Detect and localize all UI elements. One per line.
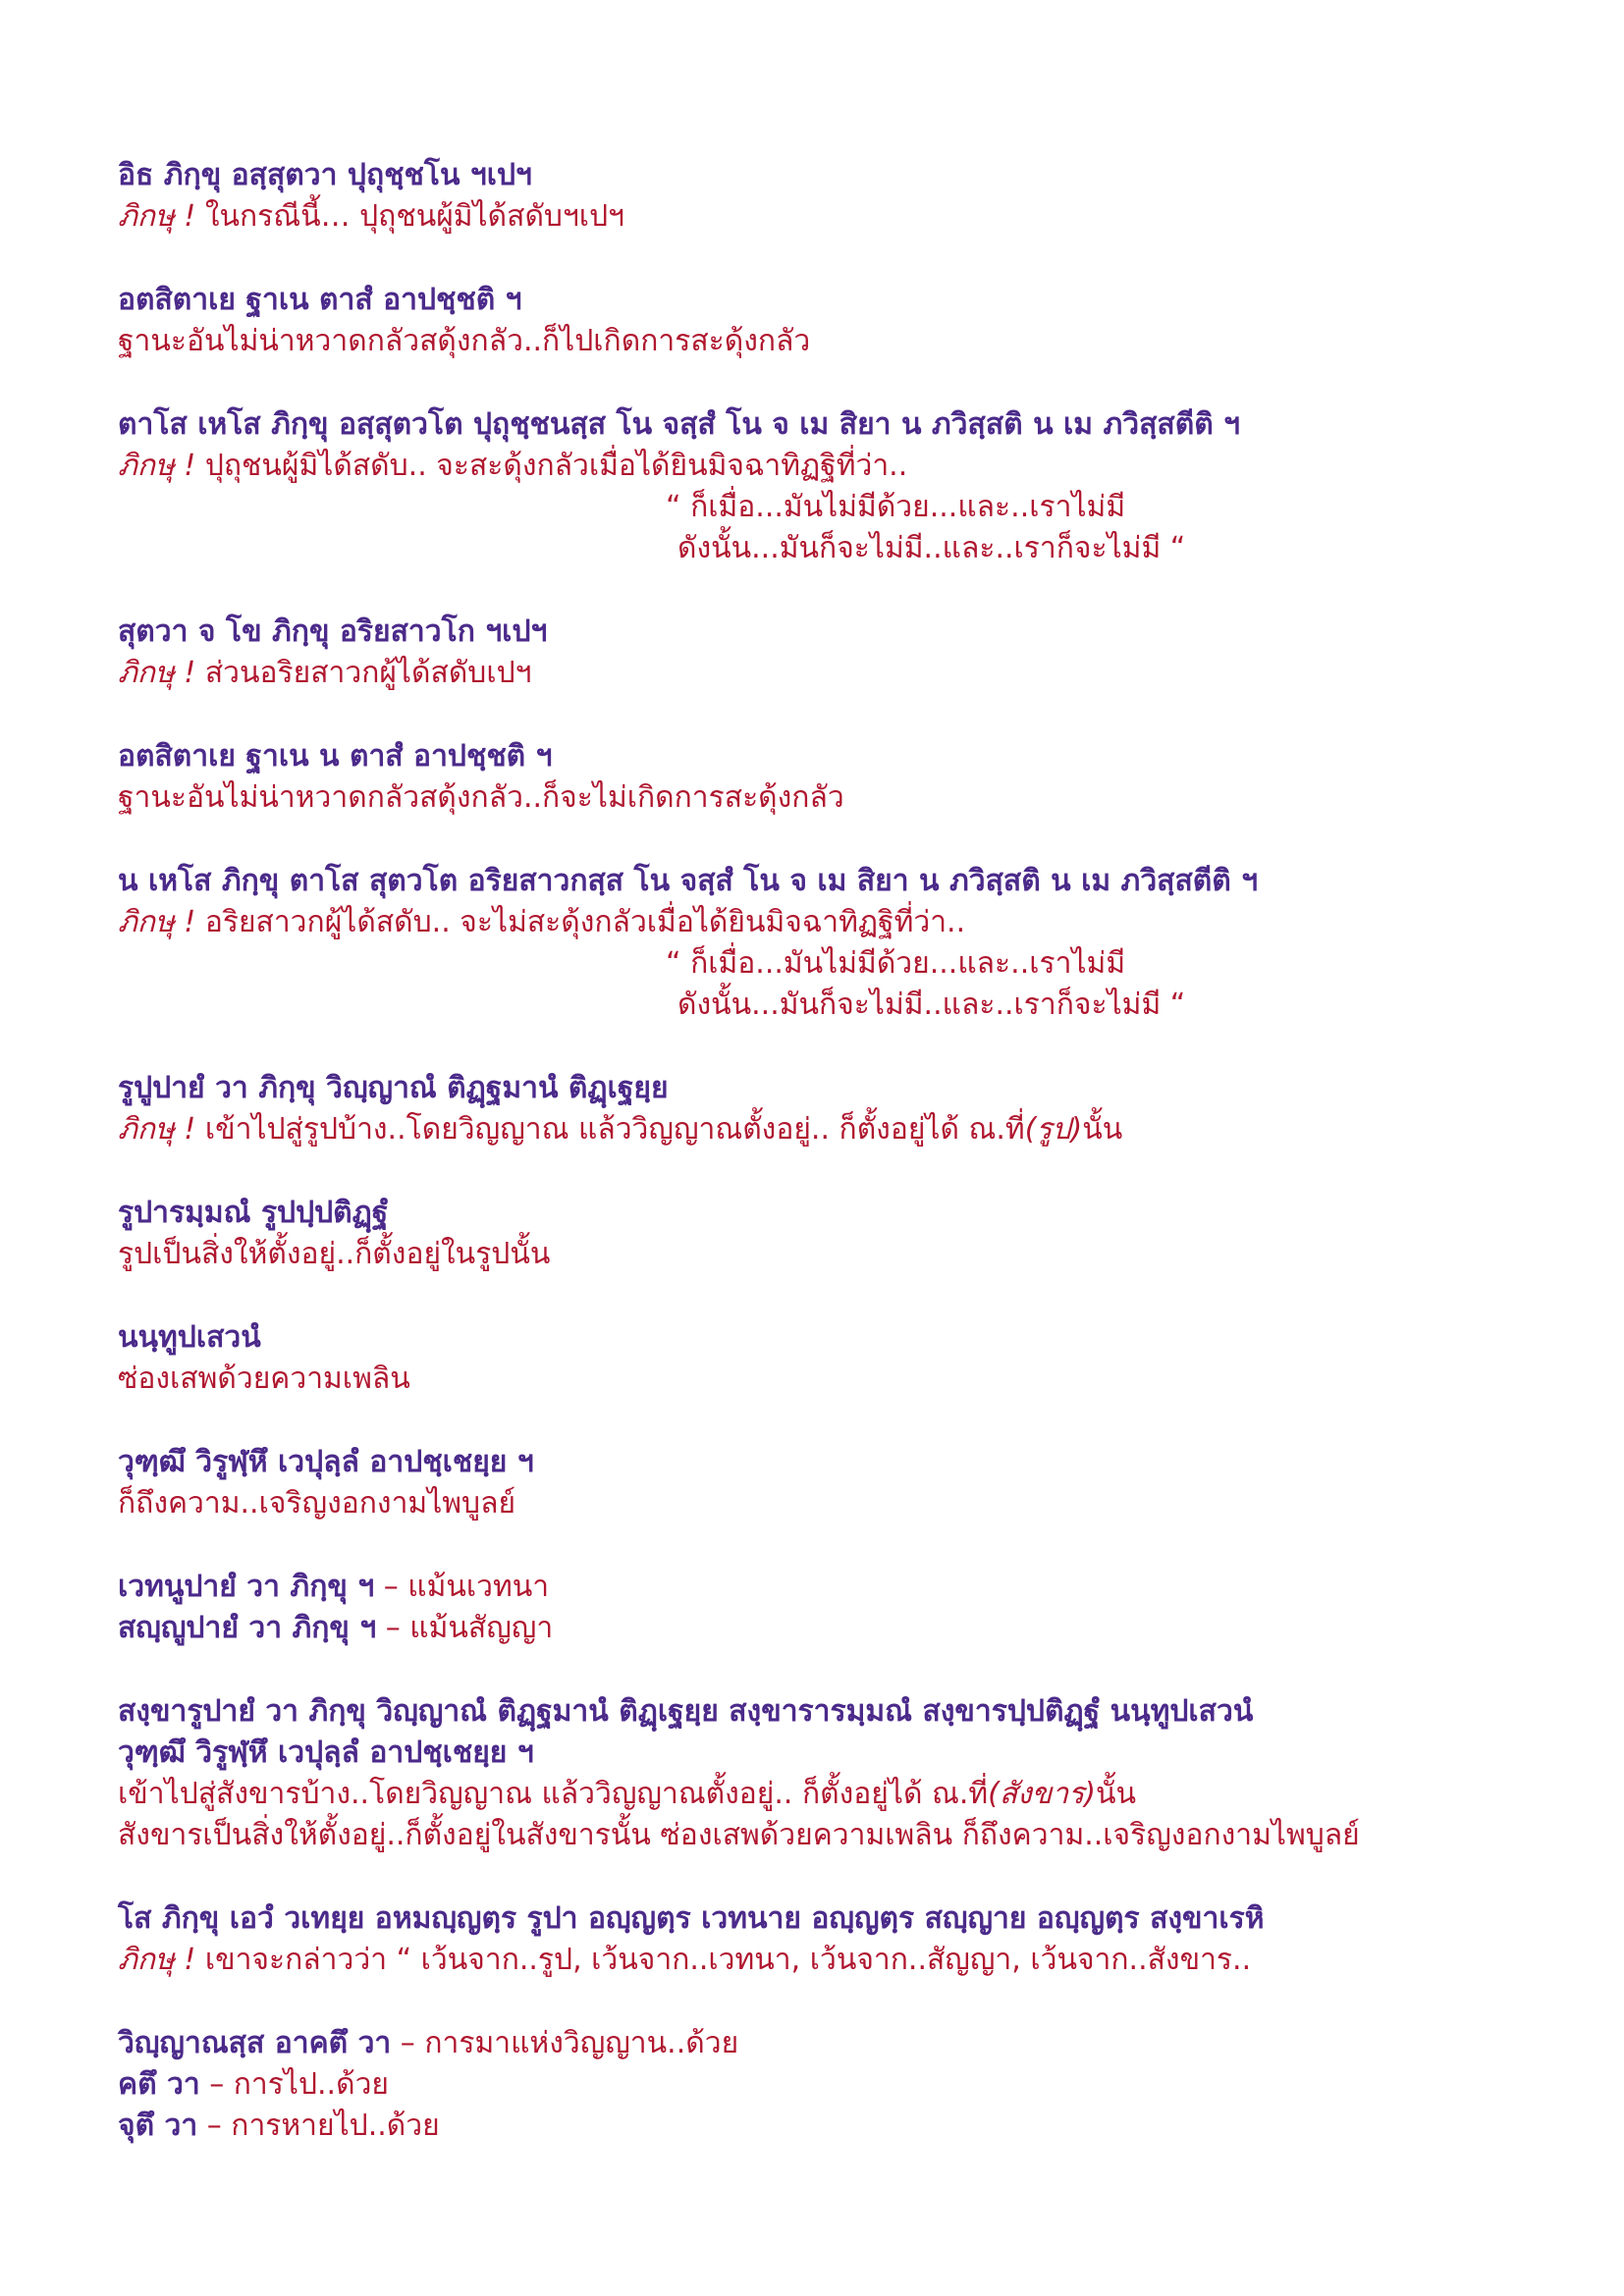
pali-text: คตึ วา xyxy=(118,2067,200,2102)
pali-line: อิธ ภิกฺขุ อสฺสุตวา ปุถุชฺชโน ฯเปฯ xyxy=(118,158,532,192)
pali-line: นนฺทูปเสวนํ xyxy=(118,1320,261,1355)
pali-line: วุฑฺฒึ วิรูฬฺหึ เวปุลฺลํ อาปชฺเชยฺย ฯ xyxy=(118,1445,534,1479)
mixed-line xyxy=(118,2106,440,2147)
pali-text: จุตึ วา xyxy=(118,2109,198,2143)
thai-line xyxy=(118,446,907,487)
thai-text: เข้าไปสู่รูปบ้าง..โดยวิญญาณ แล้ววิญญาณตั้งอยู่.. ก็ตั้งอยู่ได้ ณ.ที่ xyxy=(195,1112,1025,1147)
thai-line: ฐานะอันไม่น่าหวาดกลัวสดุ้งกลัว..ก็จะไม่เกิดการสะดุ้งกลัว xyxy=(118,780,844,815)
thai-line: สังขารเป็นสิ่งให้ตั้งอยู่..ก็ตั้งอยู่ในสังขารนั้น ซ่องเสพด้วยความเพลิน ก็ถึงความ..เจริญงอกงามไพบูลย์ xyxy=(118,1818,1360,1852)
quote-line: ดังนั้น...มันก็จะไม่มี..และ..เราก็จะไม่มี “ xyxy=(677,531,1186,565)
thai-text: นั้น xyxy=(1082,1112,1123,1147)
mixed-line xyxy=(118,2023,738,2064)
address-bhikkhu: ภิกษุ ! xyxy=(118,1112,196,1147)
thai-text: นั้น xyxy=(1095,1777,1136,1811)
mixed-line xyxy=(118,1608,553,1649)
quote-line: “ ก็เมื่อ...มันไม่มีด้วย...และ..เราไม่มี xyxy=(666,490,1126,524)
thai-line: ก็ถึงความ..เจริญงอกงามไพบูลย์ xyxy=(118,1486,516,1521)
thai-text: ในกรณีนี้… ปุถุชนผู้มิได้สดับฯเปฯ xyxy=(195,199,624,234)
thai-text: เข้าไปสู่สังขารบ้าง..โดยวิญญาณ แล้ววิญญาณตั้งอยู่.. ก็ตั้งอยู่ได้ ณ.ที่ xyxy=(118,1777,989,1811)
thai-text: เขาจะกล่าวว่า “ เว้นจาก..รูป, เว้นจาก..เวทนา, เว้นจาก..สัญญา, เว้นจาก..สังขาร.. xyxy=(195,1943,1252,1977)
thai-emphasis: (รูป) xyxy=(1024,1112,1083,1147)
address-bhikkhu: ภิกษุ ! xyxy=(118,656,196,690)
thai-line xyxy=(118,1940,1251,1981)
quote-line: “ ก็เมื่อ...มันไม่มีด้วย...และ..เราไม่มี xyxy=(666,946,1126,981)
pali-line: วุฑฺฒึ วิรูฬฺหึ เวปุลฺลํ อาปชฺเชยฺย ฯ xyxy=(118,1735,534,1770)
address-bhikkhu: ภิกษุ ! xyxy=(118,905,196,939)
address-bhikkhu: ภิกษุ ! xyxy=(118,199,196,234)
pali-line: รูปูปายํ วา ภิกฺขุ วิญฺญาณํ ติฏฺฐมานํ ติฏฺเฐยฺย xyxy=(118,1071,669,1105)
mixed-line xyxy=(118,2064,389,2106)
thai-line xyxy=(118,1109,1122,1150)
mixed-line xyxy=(118,1567,549,1608)
thai-text: – แม้นเวทนา xyxy=(374,1570,550,1604)
thai-text: – การมาแห่งวิญญาน..ด้วย xyxy=(391,2026,739,2060)
pali-line: โส ภิกฺขุ เอวํ วเทยฺย อหมญฺญตฺร รูปา อญฺญตฺร เวทนาย อญฺญตฺร สญฺญาย อญฺญตฺร สงฺขาเรหิ xyxy=(118,1901,1265,1936)
thai-line: ฐานะอันไม่น่าหวาดกลัวสดุ้งกลัว..ก็ไปเกิดการสะดุ้งกลัว xyxy=(118,324,811,358)
thai-emphasis: (สังขาร) xyxy=(988,1777,1096,1811)
thai-line: รูปเป็นสิ่งให้ตั้งอยู่..ก็ตั้งอยู่ในรูปนั้น xyxy=(118,1237,551,1271)
thai-line: ซ่องเสพด้วยความเพลิน xyxy=(118,1362,410,1396)
pali-line: สุตวา จ โข ภิกฺขุ อริยสาวโก ฯเปฯ xyxy=(118,614,548,649)
pali-text: สญฺญูปายํ วา ภิกฺขุ ฯ xyxy=(118,1611,377,1645)
thai-line xyxy=(118,653,531,694)
pali-line: ตาโส เหโส ภิกฺขุ อสฺสุตวโต ปุถุชฺชนสฺส โน จสฺสํ โน จ เม สิยา น ภวิสฺสติ น เม ภวิสฺสตีติ ฯ xyxy=(118,407,1240,442)
pali-line: อตสิตาเย ฐาเน น ตาสํ อาปชฺชติ ฯ xyxy=(118,739,553,774)
quote-line: ดังนั้น...มันก็จะไม่มี..และ..เราก็จะไม่มี “ xyxy=(677,988,1186,1022)
thai-text: – การหายไป..ด้วย xyxy=(197,2109,440,2143)
thai-line xyxy=(118,196,624,238)
thai-text: ส่วนอริยสาวกผู้ได้สดับเปฯ xyxy=(195,656,532,690)
pali-line: สงฺขารูปายํ วา ภิกฺขุ วิญฺญาณํ ติฏฺฐมานํ ติฏฺเฐยฺย สงฺขารารมฺมณํ สงฺขารปฺปติฏฺฐํ นนฺทูปเสวนํ xyxy=(118,1694,1254,1729)
address-bhikkhu: ภิกษุ ! xyxy=(118,1943,196,1977)
pali-line: รูปารมฺมณํ รูปปฺปติฏฺฐํ xyxy=(118,1196,389,1230)
pali-line: อตสิตาเย ฐาเน ตาสํ อาปชฺชติ ฯ xyxy=(118,283,522,317)
thai-text: อริยสาวกผู้ได้สดับ.. จะไม่สะดุ้งกลัวเมื่อได้ยินมิจฉาทิฏฐิที่ว่า.. xyxy=(195,905,966,939)
pali-text: วิญฺญาณสฺส อาคตึ วา xyxy=(118,2026,392,2060)
pali-line: น เหโส ภิกฺขุ ตาโส สุตวโต อริยสาวกสฺส โน จสฺสํ โน จ เม สิยา น ภวิสฺสติ น เม ภวิสฺสตีติ ฯ xyxy=(118,864,1259,898)
thai-line xyxy=(118,1774,1136,1815)
thai-line xyxy=(118,902,965,943)
thai-text: – แม้นสัญญา xyxy=(376,1611,554,1645)
thai-text: ปุถุชนผู้มิได้สดับ.. จะสะดุ้งกลัวเมื่อได้ยินมิจฉาทิฏฐิที่ว่า.. xyxy=(195,449,908,483)
address-bhikkhu: ภิกษุ ! xyxy=(118,449,196,483)
thai-text: – การไป..ด้วย xyxy=(199,2067,389,2102)
pali-text: เวทนูปายํ วา ภิกฺขุ ฯ xyxy=(118,1570,375,1604)
